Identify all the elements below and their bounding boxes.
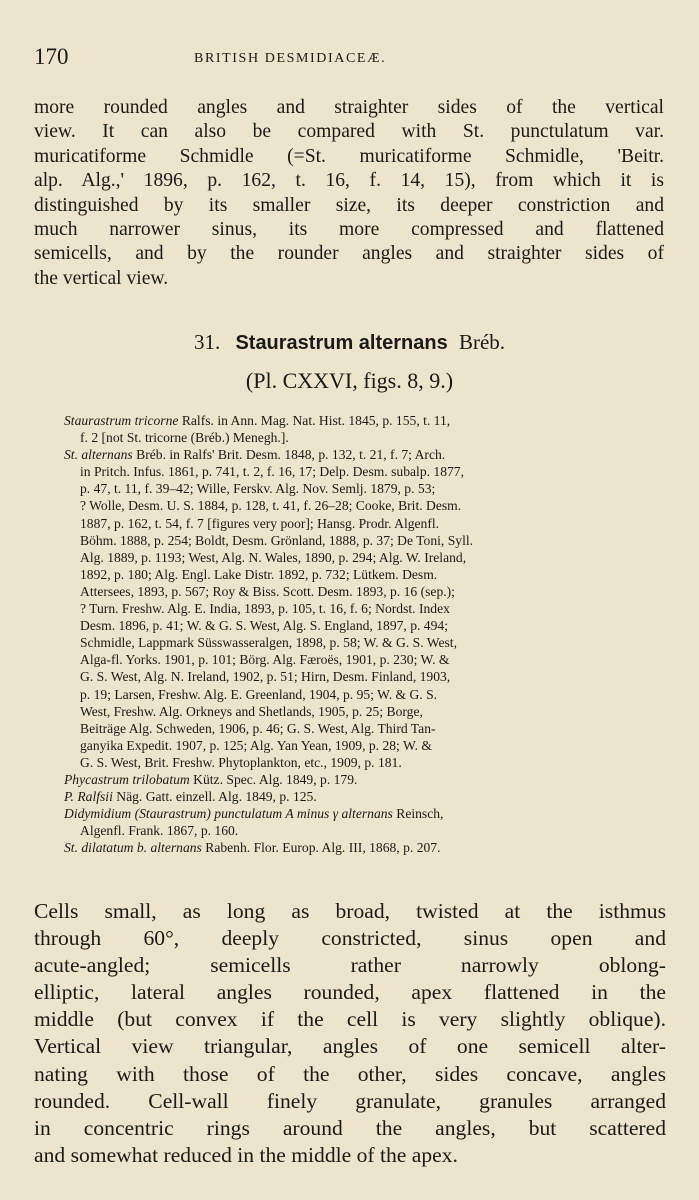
synonym-line bbox=[64, 668, 668, 685]
synonym-entry bbox=[64, 839, 668, 856]
synonym-text: Kütz. Spec. Alg. 1849, p. 179. bbox=[193, 771, 358, 787]
description-line: Vertical view triangular, angles of one semicell alter- bbox=[34, 1034, 666, 1059]
synonym-line bbox=[64, 412, 668, 429]
synonym-entry bbox=[64, 805, 668, 839]
synonym-line bbox=[64, 583, 668, 600]
synonym-entry bbox=[64, 771, 668, 788]
description-line: in concentric rings around the angles, but scattered bbox=[34, 1115, 666, 1140]
description-line: acute-angled; semicells rather narrowly oblong- bbox=[34, 953, 666, 978]
synonym-line bbox=[64, 686, 668, 703]
synonymy-list bbox=[64, 412, 668, 856]
synonym-text: Schmidle, Lappmark Süsswasseralgen, 1898, p. 58; W. & G. S. West, bbox=[80, 635, 457, 651]
synonym-taxon: P. Ralfsii bbox=[64, 789, 113, 805]
synonym-line bbox=[64, 771, 668, 788]
synonym-line bbox=[64, 532, 668, 549]
synonym-text: Rabenh. Flor. Europ. Alg. III, 1868, p. 207. bbox=[205, 840, 441, 856]
synonym-entry bbox=[64, 788, 668, 805]
synonym-taxon: Didymidium (Staurastrum) punctulatum A minus γ alternans bbox=[64, 806, 393, 822]
synonym-text: p. 19; Larsen, Freshw. Alg. E. Greenland, 1904, p. 95; W. & G. S. bbox=[80, 686, 438, 702]
description-line: rounded. Cell-wall finely granulate, granules arranged bbox=[34, 1088, 666, 1113]
synonym-text: G. S. West, Brit. Freshw. Phytoplankton, etc., 1909, p. 181. bbox=[80, 754, 402, 770]
synonym-taxon: St. dilatatum b. alternans bbox=[64, 840, 202, 856]
page-number: 170 bbox=[34, 44, 69, 69]
synonym-text: Algenfl. Frank. 1867, p. 160. bbox=[80, 823, 239, 839]
description-line: Cells small, as long as broad, twisted at the isthmus bbox=[34, 899, 666, 923]
intro-paragraph bbox=[34, 96, 664, 291]
synonym-line bbox=[64, 754, 668, 771]
synonym-text: Attersees, 1893, p. 567; Roy & Biss. Scott. Desm. 1893, p. 16 (sep.); bbox=[80, 583, 455, 599]
synonym-line bbox=[64, 703, 668, 720]
synonym-text: 1887, p. 162, t. 54, f. 7 [figures very poor]; Hansg. Prodr. Algenfl. bbox=[80, 515, 440, 531]
synonym-line bbox=[64, 634, 668, 651]
synonym-text: Ralfs. in Ann. Mag. Nat. Hist. 1845, p. 155, t. 11, bbox=[181, 413, 451, 428]
plate-reference: (Pl. CXXVI, figs. 8, 9.) bbox=[245, 368, 454, 393]
species-heading bbox=[0, 330, 699, 355]
synonym-line bbox=[64, 788, 668, 805]
running-title: BRITISH DESMIDIACEÆ. bbox=[194, 51, 387, 66]
species-name: Staurastrum alternans bbox=[235, 332, 448, 354]
synonym-taxon: St. alternans bbox=[64, 447, 133, 463]
species-number: 31. bbox=[193, 330, 221, 354]
synonym-text: Bréb. in Ralfs' Brit. Desm. 1848, p. 132, t. 21, f. 7; Arch. bbox=[136, 447, 446, 463]
synonym-line bbox=[64, 737, 668, 754]
synonym-taxon: Staurastrum tricorne bbox=[64, 413, 179, 428]
synonym-text: ? Turn. Freshw. Alg. E. India, 1893, p. 105, t. 16, f. 6; Nordst. Index bbox=[80, 601, 450, 617]
synonym-line bbox=[64, 566, 668, 583]
description-paragraph bbox=[34, 898, 666, 1169]
synonym-line bbox=[64, 600, 668, 617]
species-authority: Bréb. bbox=[458, 330, 506, 354]
synonym-text: p. 47, t. 11, f. 39–42; Wille, Ferskv. Alg. Nov. Semlj. 1879, p. 53; bbox=[80, 481, 436, 497]
synonym-text: 1892, p. 180; Alg. Engl. Lake Distr. 1892, p. 732; Lütkem. Desm. bbox=[80, 566, 438, 582]
synonym-text: Alga-fl. Yorks. 1901, p. 101; Börg. Alg. Færoës, 1901, p. 230; W. & bbox=[80, 652, 450, 668]
synonym-entry bbox=[64, 446, 668, 771]
synonym-taxon: Phycastrum trilobatum bbox=[64, 771, 190, 787]
synonym-line bbox=[64, 463, 668, 480]
synonym-text: Reinsch, bbox=[396, 806, 444, 822]
synonym-line bbox=[64, 839, 668, 856]
synonym-text: West, Freshw. Alg. Orkneys and Shetlands, 1905, p. 25; Borge, bbox=[80, 703, 423, 719]
synonym-line bbox=[64, 617, 668, 634]
synonym-text: ganyika Expedit. 1907, p. 125; Alg. Yan Yean, 1909, p. 28; W. & bbox=[80, 737, 432, 753]
page-header bbox=[34, 44, 665, 76]
intro-line: distinguished by its smaller size, its deeper constriction and bbox=[34, 194, 664, 216]
synonym-text: Näg. Gatt. einzell. Alg. 1849, p. 125. bbox=[116, 789, 317, 805]
intro-line: more rounded angles and straighter sides of the vertical bbox=[34, 97, 664, 118]
synonym-line bbox=[64, 822, 668, 839]
synonym-line bbox=[64, 805, 668, 822]
intro-line: muricatiforme Schmidle (=St. muricatiforme Schmidle, 'Beitr. bbox=[34, 145, 664, 167]
synonym-line bbox=[64, 720, 668, 737]
synonym-text: f. 2 [not St. tricorne (Bréb.) Menegh.]. bbox=[80, 430, 289, 446]
synonym-line bbox=[64, 515, 668, 532]
synonym-line bbox=[64, 480, 668, 497]
synonym-line bbox=[64, 446, 668, 463]
synonym-text: in Pritch. Infus. 1861, p. 741, t. 2, f. 16, 17; Delp. Desm. subalp. 1877, bbox=[80, 464, 464, 480]
synonym-text: ? Wolle, Desm. U. S. 1884, p. 128, t. 41, f. 26–28; Cooke, Brit. Desm. bbox=[80, 498, 462, 514]
intro-line: much narrower sinus, its more compressed and flattened bbox=[34, 219, 664, 241]
synonym-text: Beiträge Alg. Schweden, 1906, p. 46; G. S. West, Alg. Third Tan- bbox=[80, 720, 436, 736]
synonym-text: G. S. West, Alg. N. Ireland, 1902, p. 51; Hirn, Desm. Finland, 1903, bbox=[80, 669, 451, 685]
description-line: middle (but convex if the cell is very slightly oblique). bbox=[34, 1007, 666, 1032]
synonym-line bbox=[64, 429, 668, 446]
intro-line: view. It can also be compared with St. punctulatum var. bbox=[34, 121, 664, 143]
synonym-entry bbox=[64, 412, 668, 446]
intro-line: semicells, and by the rounder angles and straighter sides of bbox=[34, 243, 664, 265]
description-line: elliptic, lateral angles rounded, apex flattened in the bbox=[34, 980, 666, 1005]
synonym-text: Böhm. 1888, p. 254; Boldt, Desm. Grönland, 1888, p. 37; De Toni, Syll. bbox=[80, 532, 474, 548]
description-line: nating with those of the other, sides concave, angles bbox=[34, 1061, 666, 1086]
intro-line: alp. Alg.,' 1896, p. 162, t. 16, f. 14, 15), from which it is bbox=[34, 170, 664, 192]
synonym-line bbox=[64, 651, 668, 668]
intro-line: the vertical view. bbox=[34, 267, 169, 289]
description-line: through 60°, deeply constricted, sinus open and bbox=[34, 926, 666, 951]
description-line: and somewhat reduced in the middle of the apex. bbox=[34, 1142, 458, 1167]
synonym-line bbox=[64, 497, 668, 514]
synonym-text: Alg. 1889, p. 1193; West, Alg. N. Wales, 1890, p. 294; Alg. W. Ireland, bbox=[80, 549, 467, 565]
synonym-text: Desm. 1896, p. 41; W. & G. S. West, Alg. S. England, 1897, p. 494; bbox=[80, 618, 448, 634]
synonym-line bbox=[64, 549, 668, 566]
